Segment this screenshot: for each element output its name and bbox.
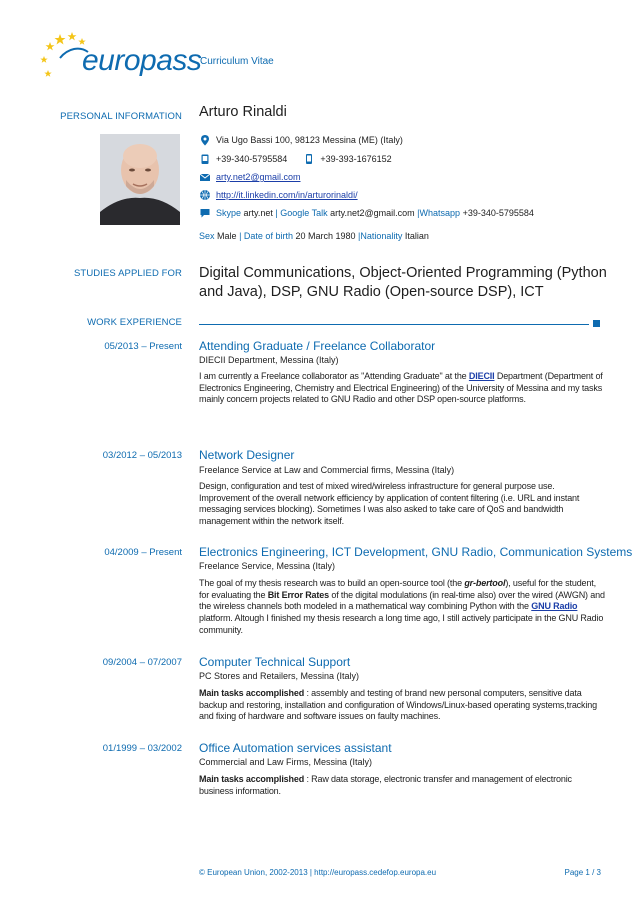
job-date: 01/1999 – 03/2002 [102, 743, 182, 754]
work-experience-label: WORK EXPERIENCE [87, 317, 182, 328]
personal-details-row [199, 231, 429, 241]
job-title: Computer Technical Support [199, 655, 351, 669]
job-organization: Freelance Service, Messina (Italy) [199, 561, 336, 571]
job-date: 09/2004 – 07/2007 [102, 657, 182, 668]
page-number: Page 1 / 3 [564, 868, 601, 877]
gtalk-value: arty.net2@gmail.com [330, 208, 415, 218]
studies-applied-for-label: STUDIES APPLIED FOR [73, 268, 182, 279]
website-link[interactable]: http://it.linkedin.com/in/arturorinaldi/ [216, 190, 358, 200]
email-row [199, 171, 301, 183]
job-title: Office Automation services assistant [199, 741, 392, 755]
dieci-link[interactable]: DIECII [468, 371, 495, 381]
section-divider-square [593, 320, 600, 327]
address-text: Via Ugo Bassi 100, 98123 Messina (ME) (Italy) [216, 135, 403, 145]
details-separator-1: | [239, 231, 242, 241]
gnu-radio-link[interactable]: GNU Radio [531, 601, 578, 612]
nationality-label: Nationality [360, 231, 403, 241]
studies-applied-for-text: Digital Communications, Object-Oriented Programming (Python and Java), DSP, GNU Radio (Open-source DSP), ICT [199, 265, 607, 300]
gr-bertool-term: gr-bertool [464, 578, 506, 588]
dob-label: Date of birth [243, 231, 293, 241]
section-divider [199, 324, 589, 325]
skype-value: arty.net [243, 208, 273, 218]
phone-number-1[interactable]: +39-340-5795584 [216, 154, 288, 164]
im-separator-1: | [275, 208, 278, 218]
job-description: I am currently a Freelance collaborator as "Attending Graduate" at the DIECII Department (Department of Electronics Engineering, Chemistry and Electrical Engineering) of the University of Messina and my tasks mainly concern projects related to GNU Radio and other DSP open-source platforms. [199, 371, 603, 405]
europass-logo-text: europass [82, 44, 202, 77]
bit-error-rates-term: Bit Error Rates [267, 589, 329, 600]
phone-number-2[interactable]: +39-393-1676152 [320, 154, 392, 164]
job-title: Network Designer [199, 448, 295, 462]
europass-logo [38, 28, 202, 88]
gtalk-label: Google Talk [280, 208, 328, 218]
document-title: Curriculum Vitae [200, 56, 274, 67]
skype-label: Skype [216, 208, 242, 218]
chat-bubble-icon [199, 207, 211, 219]
sex-value: Male [217, 231, 237, 241]
sex-label: Sex [199, 231, 215, 241]
job-organization: DIECII Department, Messina (Italy) [199, 355, 339, 365]
phone-icon [199, 153, 211, 165]
main-tasks-label: Main tasks accomplished [199, 688, 305, 698]
job-date: 04/2009 – Present [104, 547, 182, 558]
whatsapp-value: +39-340-5795584 [462, 208, 534, 218]
job-organization: PC Stores and Retailers, Messina (Italy) [199, 671, 360, 681]
im-separator-2: | [417, 208, 420, 218]
nationality-value: Italian [404, 231, 429, 241]
whatsapp-label: Whatsapp [419, 208, 461, 218]
email-link[interactable]: arty.net2@gmail.com [216, 172, 301, 182]
job-date: 05/2013 – Present [104, 341, 182, 352]
details-separator-2: | [358, 231, 361, 241]
job-title: Attending Graduate / Freelance Collaborator [199, 339, 436, 353]
main-tasks-label: Main tasks accomplished [199, 774, 305, 784]
job-organization: Commercial and Law Firms, Messina (Italy) [199, 757, 373, 767]
job-description: The goal of my thesis research was to build an open-source tool (the gr-bertool), useful for the student, for evaluating the Bit Error Rates of the digital modulations (in real-time also) over the wired (AWGN) and the wireless channels both modeled in a mathematical way combining Python with the GNU Radio platform. Altough I finished my thesis research a long time ago, I still actively participate in the GNU Radio community. [199, 578, 605, 635]
email-icon [199, 171, 211, 183]
job-description: Design, configuration and test of mixed wired/wireless infrastructure for general purpose use. Improvement of the overall network efficiency by application of content filtering (i.e. URL and instant messaging services blocking). Sometimes I was also asked to take care of QoS and bandwidth management within the network itself. [199, 481, 580, 527]
mobile-icon [303, 153, 315, 165]
globe-icon [199, 189, 211, 201]
job-description: Main tasks accomplished : assembly and testing of brand new personal computers, sensitive data backup and restoring, installation and configuration of Windows/Linux-based operating systems,tracking and fixing of hardware and software issues on faulty machines. [199, 688, 597, 722]
dob-value: 20 March 1980 [295, 231, 356, 241]
job-date: 03/2012 – 05/2013 [102, 450, 182, 461]
job-organization: Freelance Service at Law and Commercial firms, Messina (Italy) [199, 465, 455, 475]
job-title: Electronics Engineering, ICT Development, GNU Radio, Communication Systems [199, 545, 633, 559]
phone-row [199, 153, 392, 165]
candidate-name: Arturo Rinaldi [199, 104, 287, 120]
location-pin-icon [199, 134, 211, 146]
profile-photo [100, 134, 180, 225]
address-row [199, 134, 403, 146]
job-description: Main tasks accomplished : Raw data storage, electronic transfer and management of electronic business information. [199, 774, 572, 796]
instant-messaging-row [199, 207, 534, 219]
website-row [199, 189, 358, 201]
footer-copyright: © European Union, 2002-2013 | http://europass.cedefop.europa.eu [199, 868, 437, 877]
personal-information-label: PERSONAL INFORMATION [60, 111, 182, 122]
